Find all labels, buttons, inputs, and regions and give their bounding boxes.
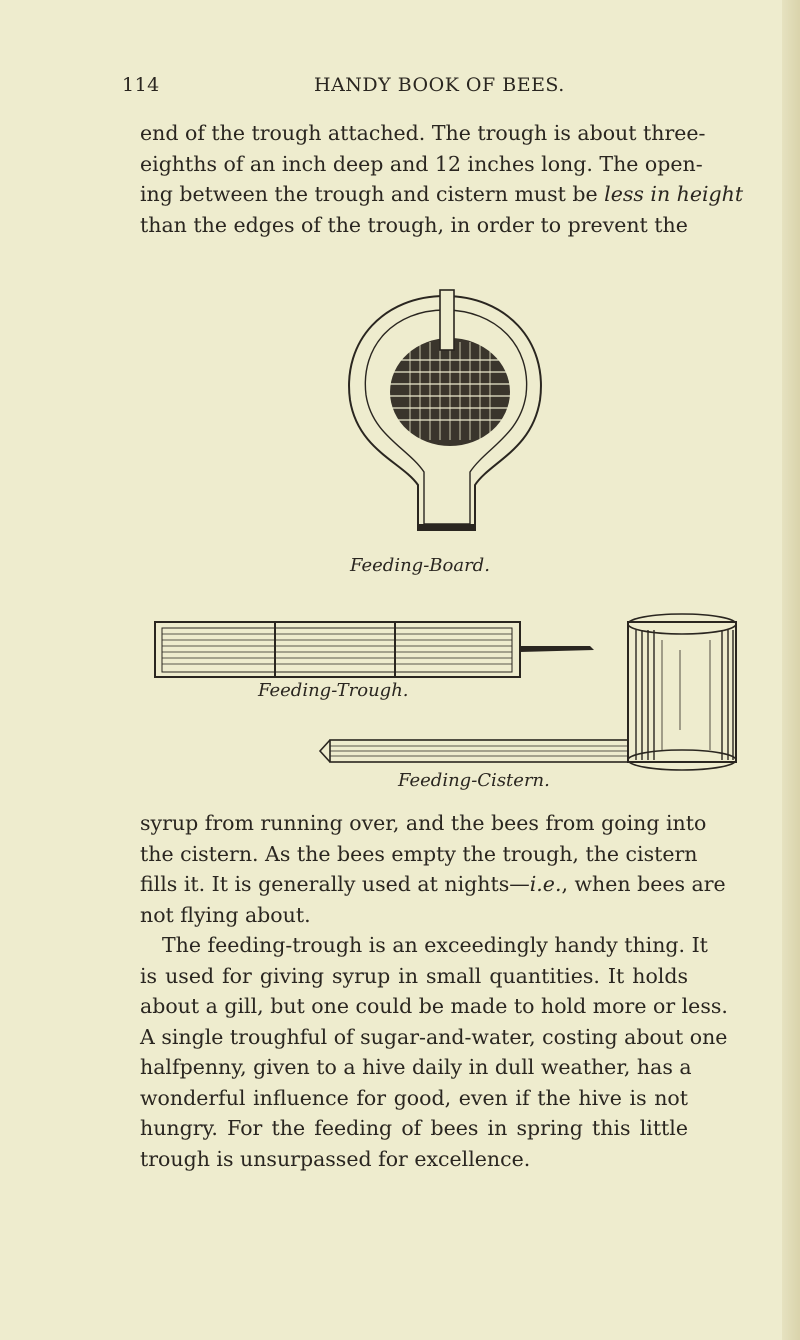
text-line: is used for giving syrup in small quantities. It holds [140,963,688,988]
book-title: HANDY BOOK OF BEES. [314,74,565,96]
running-head [122,74,682,102]
text-line-start: fills it. It is generally used at nights— [140,872,530,896]
text-line: not flying about. [140,902,311,927]
feeding-cistern-caption: Feeding-Cistern. [398,770,550,791]
text-line: eighths of an inch deep and 12 inches long. The open- [140,151,703,176]
text-line-end: , when bees are [561,872,726,896]
text-line: hungry. For the feeding of bees in spring this little [140,1116,688,1140]
feeding-trough-caption: Feeding-Trough. [258,680,409,701]
text-line: halfpenny, given to a hive daily in dull weather, has a [140,1055,692,1079]
paragraph-2 [140,808,726,930]
page-edge [782,0,800,1340]
italic-emphasis: less in height [604,182,744,206]
paragraph-3 [140,930,728,1174]
paragraph-1 [140,118,744,240]
page-number: 114 [122,74,160,96]
text-line: the cistern. As the bees empty the trough, the cistern [140,841,698,866]
text-line: syrup from running over, and the bees from going into [140,811,707,835]
italic-abbreviation: i.e. [529,872,562,896]
feeding-board-caption: Feeding-Board. [350,555,490,576]
text-line [140,179,744,210]
text-line: A single troughful of sugar-and-water, costing about one [140,1024,728,1049]
text-line-start: ing between the trough and cistern must be [140,182,605,206]
text-line: wonderful influence for good, even if the hive is not [140,1085,688,1110]
text-line: end of the trough attached. The trough is about three- [140,121,706,145]
text-line: The feeding-trough is an exceedingly handy thing. It [162,933,708,957]
text-line [140,869,726,900]
text-line: than the edges of the trough, in order to prevent the [140,212,688,237]
text-line: about a gill, but one could be made to hold more or less. [140,994,728,1018]
text-line: trough is unsurpassed for excellence. [140,1146,531,1171]
feeding-board-illustration [330,280,560,550]
feeding-trough-illustration [150,610,750,780]
